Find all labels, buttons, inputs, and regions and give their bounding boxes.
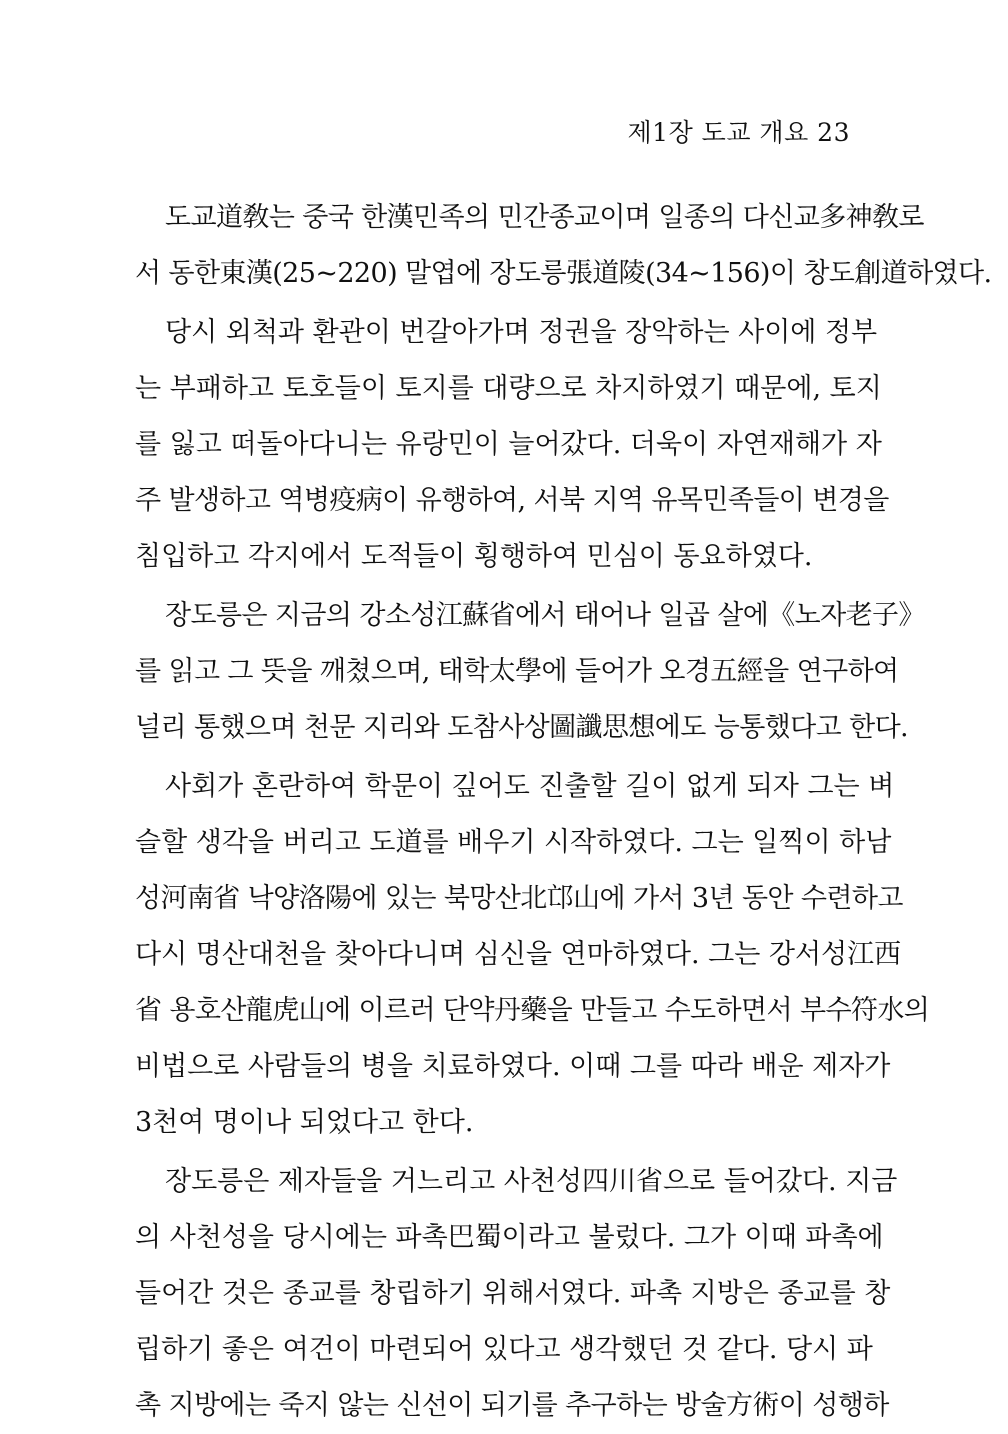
text-line: 의 사천성을 당시에는 파촉巴蜀이라고 불렀다. 그가 이때 파촉에 [135, 1222, 884, 1253]
text-line: 당시 외척과 환관이 번갈아가며 정권을 장악하는 사이에 정부 [165, 317, 878, 348]
paragraph-3 [135, 588, 925, 756]
text-line: 주 발생하고 역병疫病이 유행하여, 서북 지역 유목민족들이 변경을 [135, 485, 889, 516]
text-line: 3천여 명이나 되었다고 한다. [135, 1107, 474, 1138]
text-line: 省 용호산龍虎山에 이르러 단약丹藥을 만들고 수도하면서 부수符水의 [135, 995, 930, 1026]
text-line: 침입하고 각지에서 도적들이 횡행하여 민심이 동요하였다. [135, 541, 813, 572]
text-line: 비법으로 사람들의 병을 치료하였다. 이때 그를 따라 배운 제자가 [135, 1051, 891, 1082]
body-text [135, 190, 992, 1434]
text-line: 장도릉은 지금의 강소성江蘇省에서 태어나 일곱 살에《노자老子》 [165, 600, 925, 631]
paragraph-2 [135, 305, 889, 585]
text-line: 를 잃고 떠돌아다니는 유랑민이 늘어갔다. 더욱이 자연재해가 자 [135, 429, 882, 460]
text-line: 서 동한東漢(25~220) 말엽에 장도릉張道陵(34~156)이 창도創道하였다. [135, 258, 992, 289]
text-line: 다시 명산대천을 찾아다니며 심신을 연마하였다. 그는 강서성江西 [135, 939, 902, 970]
paragraph-1 [135, 190, 992, 302]
running-header: 제1장 도교 개요 23 [627, 118, 850, 147]
text-line: 성河南省 낙양洛陽에 있는 북망산北邙山에 가서 3년 동안 수련하고 [135, 883, 903, 914]
paragraph-5 [135, 1154, 898, 1434]
text-line: 를 읽고 그 뜻을 깨쳤으며, 태학太學에 들어가 오경五經을 연구하여 [135, 656, 899, 687]
text-line: 들어간 것은 종교를 창립하기 위해서였다. 파촉 지방은 종교를 창 [135, 1278, 891, 1309]
text-line: 널리 통했으며 천문 지리와 도참사상圖讖思想에도 능통했다고 한다. [135, 712, 909, 743]
text-line: 장도릉은 제자들을 거느리고 사천성四川省으로 들어갔다. 지금 [165, 1166, 898, 1197]
text-line: 립하기 좋은 여건이 마련되어 있다고 생각했던 것 같다. 당시 파 [135, 1334, 873, 1365]
text-line: 슬할 생각을 버리고 도道를 배우기 시작하였다. 그는 일찍이 하남 [135, 827, 892, 858]
text-line: 촉 지방에는 죽지 않는 신선이 되기를 추구하는 방술方術이 성행하 [135, 1390, 889, 1421]
paragraph-4 [135, 759, 930, 1151]
text-line: 사회가 혼란하여 학문이 깊어도 진출할 길이 없게 되자 그는 벼 [165, 771, 895, 802]
text-line: 도교道敎는 중국 한漢민족의 민간종교이며 일종의 다신교多神敎로 [165, 202, 924, 233]
text-line: 는 부패하고 토호들이 토지를 대량으로 차지하였기 때문에, 토지 [135, 373, 882, 404]
